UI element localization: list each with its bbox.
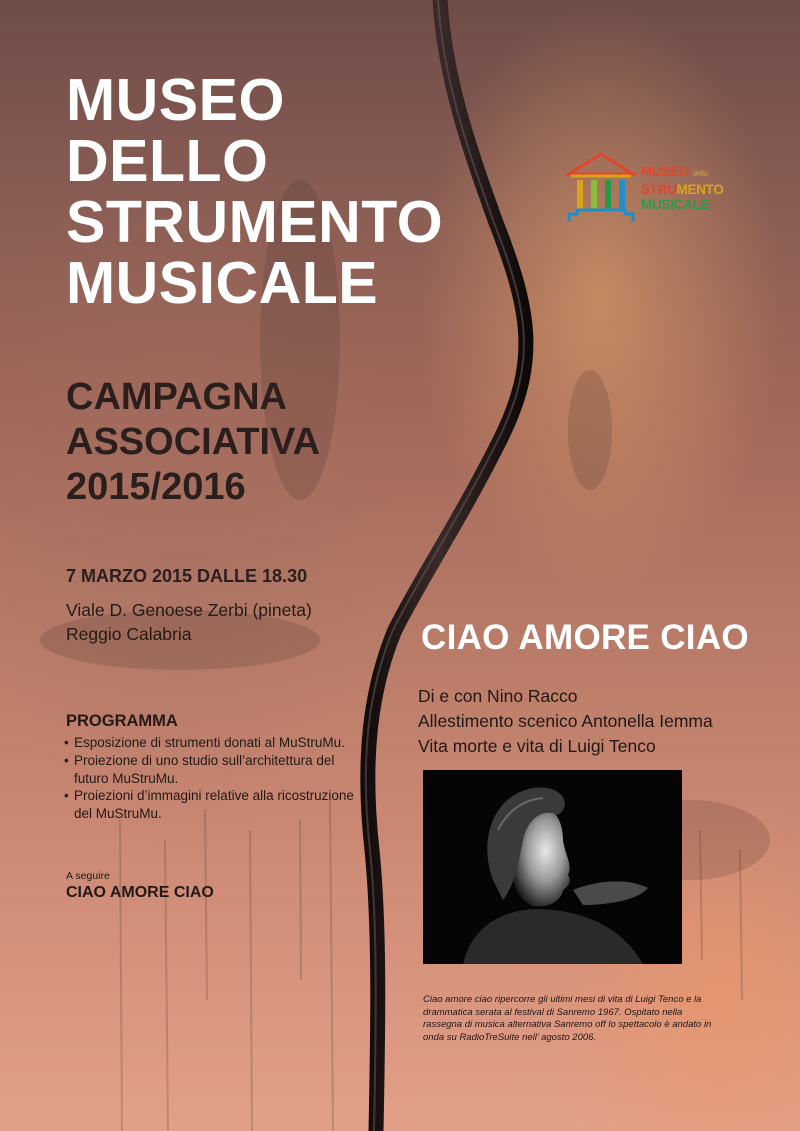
program-item: • Proiezioni d’immagini relative alla ricostruzione del MuStruMu. <box>64 787 354 823</box>
campaign-heading <box>66 375 320 510</box>
show-credits <box>418 684 713 759</box>
event-date: 7 MARZO 2015 DALLE 18.30 <box>66 566 308 586</box>
campaign-line: ASSOCIATIVA <box>66 421 321 463</box>
credit-line: Vita morte e vita di Luigi Tenco <box>418 736 656 756</box>
program-item: • Proiezione di uno studio sull’architettura del futuro MuStruMu. <box>64 752 354 788</box>
program-list <box>64 734 354 823</box>
logo-wordmark <box>641 164 724 213</box>
logo-line-2 <box>641 182 724 198</box>
credit-line: Di e con Nino Racco <box>418 686 578 706</box>
credit-line: Allestimento scenico Antonella Iemma <box>418 711 713 731</box>
logo-word-mento: MENTO <box>676 181 724 197</box>
program-title: PROGRAMMA <box>66 712 178 730</box>
logo-word-museo: MUSEO <box>641 164 690 179</box>
museum-title-line: MUSICALE <box>66 250 379 316</box>
followup-label: A seguire <box>66 870 110 882</box>
show-caption: Ciao amore ciao ripercorre gli ultimi mesi di vita di Luigi Tenco e la drammatica serata al festival di Sanremo 1967. Ospitato nella rassegna di musica alternativa Sanremo off lo spettacolo è andato in onda su RadioTreSuite nell’ agosto 2006. <box>423 994 712 1043</box>
museum-title-line: STRUMENTO <box>66 189 444 255</box>
performer-photo <box>423 770 682 964</box>
campaign-line: 2015/2016 <box>66 466 246 508</box>
logo-line-1 <box>641 164 724 182</box>
show-title: CIAO AMORE CIAO <box>421 618 749 657</box>
logo-word-stru: STRU <box>641 181 677 197</box>
museum-title <box>66 67 444 316</box>
museum-title-line: DELLO <box>66 128 269 194</box>
venue <box>66 598 312 646</box>
performer-silhouette <box>423 770 682 964</box>
museum-title-line: MUSEO <box>66 67 285 133</box>
followup-title: CIAO AMORE CIAO <box>66 884 214 901</box>
campaign-line: CAMPAGNA <box>66 376 287 418</box>
logo-word-musicale: MUSICALE <box>641 197 710 212</box>
museum-logo <box>563 152 753 228</box>
logo-word-dello: dello <box>692 169 708 178</box>
temple-logo-icon <box>563 152 639 228</box>
venue-city: Reggio Calabria <box>66 624 192 644</box>
program-item: • Esposizione di strumenti donati al MuStruMu. <box>64 734 354 752</box>
venue-address: Viale D. Genoese Zerbi (pineta) <box>66 600 312 620</box>
